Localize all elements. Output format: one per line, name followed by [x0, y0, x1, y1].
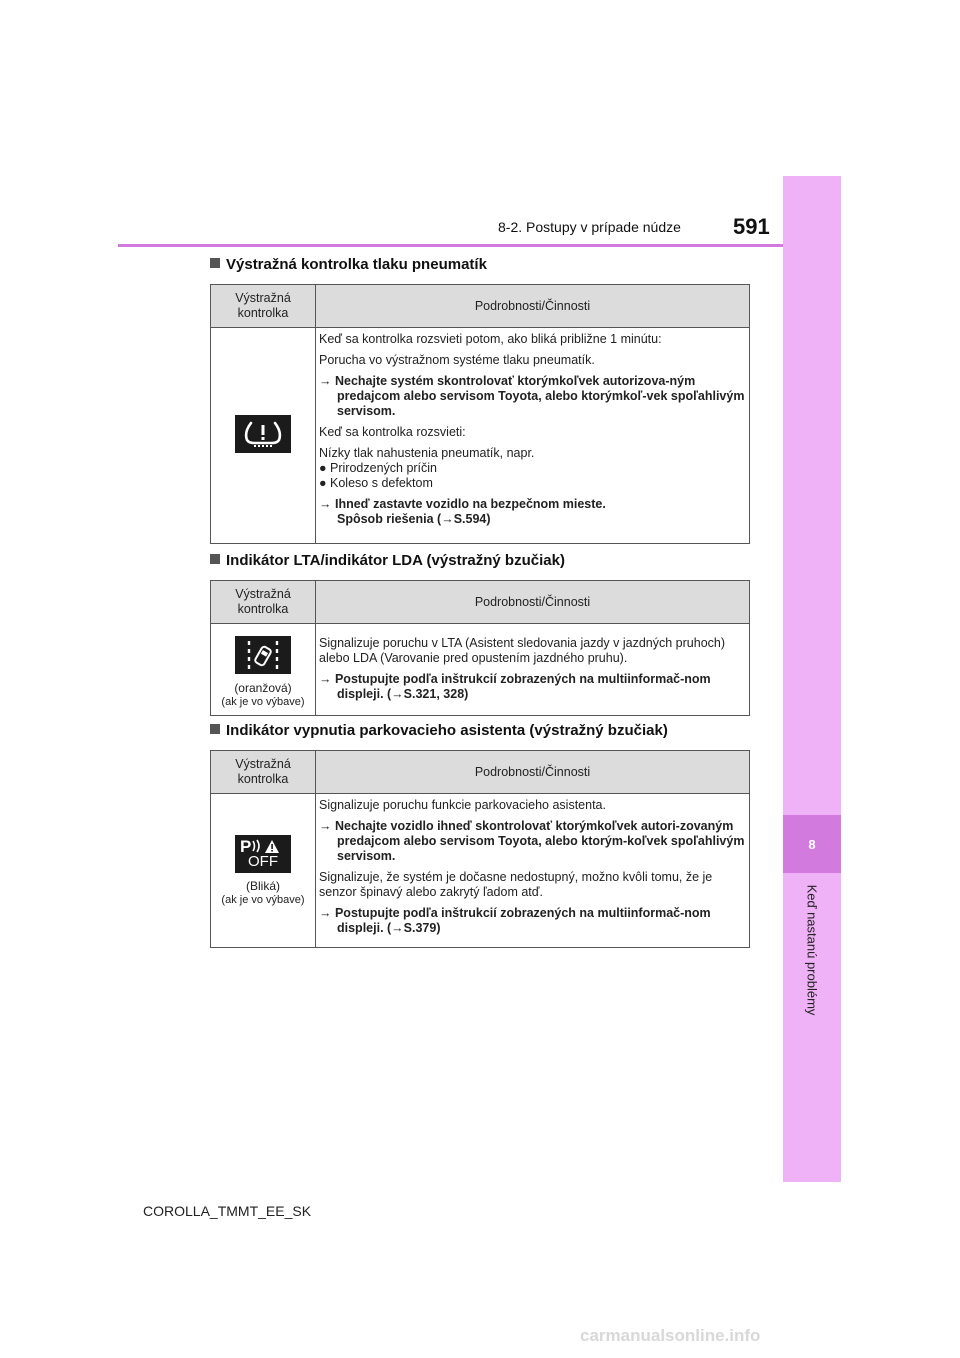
- detail-text: Porucha vo výstražnom systéme tlaku pneumatík.: [319, 353, 595, 367]
- page-number: 591: [733, 214, 770, 239]
- details-cell: [316, 328, 750, 544]
- header-chapter-title: 8-2. Postupy v prípade núdze: [498, 219, 681, 235]
- tire-pressure-warning-icon: [235, 415, 291, 453]
- indicator-cell: [211, 794, 316, 948]
- icon-off-text: OFF: [248, 853, 278, 870]
- column-header-details: Podrobnosti/Činnosti: [316, 285, 750, 328]
- detail-text: Signalizuje poruchu funkcie parkovacieho asistenta.: [319, 798, 606, 812]
- column-header-indicator: Výstražná kontrolka: [211, 285, 316, 328]
- column-header-details: Podrobnosti/Činnosti: [316, 581, 750, 624]
- detail-text: Nízky tlak nahustenia pneumatík, napr.: [319, 446, 535, 460]
- details-cell: [316, 624, 750, 716]
- indicator-cell: [211, 328, 316, 544]
- chapter-side-tab: [783, 176, 841, 1182]
- detail-text: Keď sa kontrolka rozsvieti potom, ako bliká približne 1 minútu:: [319, 332, 662, 346]
- warning-table-parking-assist: [210, 750, 750, 948]
- chapter-title-vertical: Keď nastanú problémy: [804, 884, 820, 1016]
- icon-caption: (Bliká): [245, 879, 280, 893]
- section-title-tire-pressure: Výstražná kontrolka tlaku pneumatík: [210, 256, 487, 273]
- document-code: COROLLA_TMMT_EE_SK: [143, 1203, 312, 1219]
- square-bullet-icon: [210, 724, 220, 734]
- icon-note: (ak je vo výbave): [221, 894, 305, 906]
- warning-table-tire-pressure: [210, 284, 750, 544]
- detail-action: → Nechajte vozidlo ihneď skontrolovať ktorýmkoľvek autori-zovaným predajcom alebo servisom Toyota, alebo ktorým-koľvek spoľahlivým servisom.: [319, 819, 745, 863]
- column-header-details: Podrobnosti/Činnosti: [316, 751, 750, 794]
- detail-action: → Postupujte podľa inštrukcií zobrazených na multiinformač-nom displeji. (→S.321, 328): [319, 671, 711, 701]
- header-divider: [118, 244, 783, 247]
- detail-bullet: ● Prirodzených príčin: [319, 461, 438, 475]
- column-header-indicator: Výstražná kontrolka: [211, 751, 316, 794]
- detail-bullet: ● Koleso s defektom: [319, 476, 433, 490]
- section-title-parking-assist: Indikátor vypnutia parkovacieho asistenta (výstražný bzučiak): [210, 722, 668, 739]
- lane-assist-icon: [235, 636, 291, 674]
- detail-action: → Postupujte podľa inštrukcií zobrazených na multiinformač-nom displeji. (→S.379): [319, 906, 711, 935]
- icon-caption: (oranžová): [234, 680, 292, 695]
- indicator-cell: [211, 624, 316, 716]
- square-bullet-icon: [210, 258, 220, 268]
- square-bullet-icon: [210, 554, 220, 564]
- parking-assist-off-icon: [235, 835, 291, 873]
- detail-text: Keď sa kontrolka rozsvieti:: [319, 425, 466, 439]
- icon-note: (ak je vo výbave): [221, 695, 305, 708]
- warning-table-lane-assist: [210, 580, 750, 716]
- svg-text:P: P: [240, 837, 252, 856]
- section-title-lane-assist: Indikátor LTA/indikátor LDA (výstražný bzučiak): [210, 552, 565, 569]
- column-header-indicator: Výstražná kontrolka: [211, 581, 316, 624]
- detail-text: Signalizuje poruchu v LTA (Asistent sledovania jazdy v jazdných pruhoch) alebo LDA (Varovanie pred opustením jazdného pruhu).: [319, 635, 726, 665]
- details-cell: [316, 794, 750, 948]
- chapter-number-tab[interactable]: 8: [783, 815, 841, 873]
- detail-text: Signalizuje, že systém je dočasne nedostupný, možno kvôli tomu, že je senzor špinavý alebo zakrytý ľadom atď.: [319, 870, 713, 899]
- watermark: carmanualsonline.info: [580, 1326, 761, 1345]
- detail-action: → Nechajte systém skontrolovať ktorýmkoľvek autorizova-ným predajcom alebo servisom Toyota, alebo ktorýmkoľ-vek spoľahlivým servisom.: [319, 374, 745, 418]
- detail-action: → Ihneď zastavte vozidlo na bezpečnom mieste. Spôsob riešenia (→S.594): [319, 497, 606, 526]
